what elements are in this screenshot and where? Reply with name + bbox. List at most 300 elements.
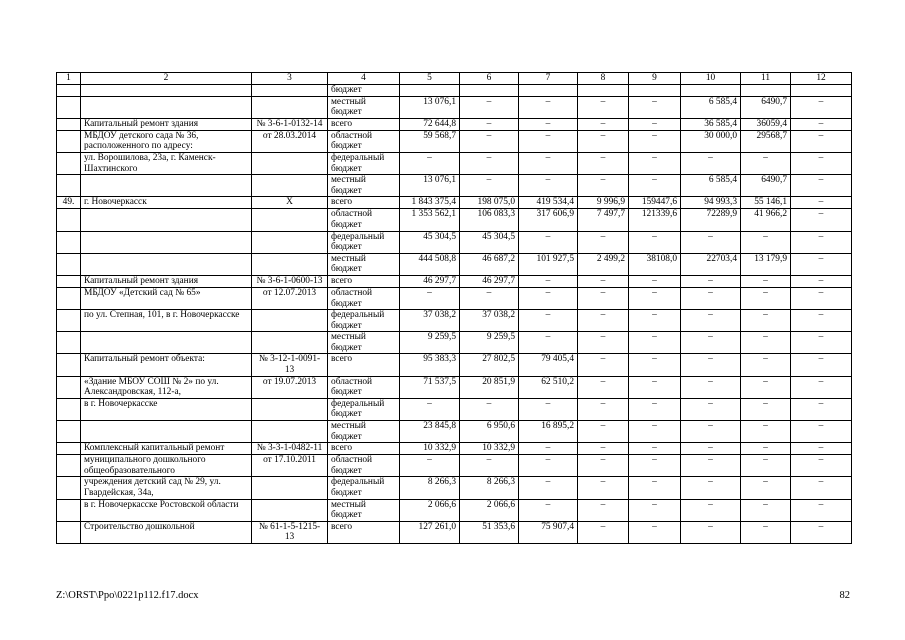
object-name: в г. Новочеркасске Ростовской области [81, 499, 252, 521]
object-name: учреждения детский сад № 29, ул. Гвардейская, 34а, [81, 477, 252, 499]
row-number [57, 421, 81, 443]
object-name: муниципального дошкольного общеобразовательного [81, 455, 252, 477]
table-row [57, 175, 852, 197]
amount-cell: 55 146,1 [741, 197, 791, 209]
amount-cell: – [791, 275, 852, 287]
amount-cell: – [629, 231, 681, 253]
amount-cell: – [791, 354, 852, 376]
row-number [57, 96, 81, 118]
amount-cell: – [519, 398, 578, 420]
amount-cell: – [519, 275, 578, 287]
row-number [57, 521, 81, 543]
column-number: 12 [791, 73, 852, 85]
column-number: 3 [252, 73, 328, 85]
document-reference [252, 85, 328, 97]
amount-cell: – [741, 332, 791, 354]
amount-cell: 37 038,2 [400, 310, 460, 332]
amount-cell [629, 85, 681, 97]
amount-cell: – [791, 443, 852, 455]
amount-cell: 45 304,5 [460, 231, 519, 253]
amount-cell: – [741, 287, 791, 309]
amount-cell: 59 568,7 [400, 130, 460, 152]
amount-cell: – [741, 152, 791, 174]
row-number [57, 175, 81, 197]
amount-cell: 23 845,8 [400, 421, 460, 443]
amount-cell [460, 85, 519, 97]
table-row [57, 130, 852, 152]
amount-cell: 6 585,4 [681, 96, 741, 118]
document-reference [252, 253, 328, 275]
row-number [57, 332, 81, 354]
document-reference [252, 421, 328, 443]
amount-cell: – [681, 455, 741, 477]
table-row [57, 332, 852, 354]
table-row [57, 521, 852, 543]
column-number: 11 [741, 73, 791, 85]
page-number: 82 [839, 590, 850, 601]
row-number [57, 443, 81, 455]
table-row [57, 398, 852, 420]
amount-cell: – [741, 354, 791, 376]
row-number [57, 209, 81, 231]
amount-cell: 317 606,9 [519, 209, 578, 231]
amount-cell: 36059,4 [741, 118, 791, 130]
amount-cell: – [791, 499, 852, 521]
row-number [57, 310, 81, 332]
amount-cell: 22703,4 [681, 253, 741, 275]
funding-source: местный бюджет [328, 253, 400, 275]
amount-cell: – [791, 521, 852, 543]
amount-cell: – [791, 209, 852, 231]
document-reference: от 28.03.2014 [252, 130, 328, 152]
amount-cell: – [629, 455, 681, 477]
amount-cell: 198 075,0 [460, 197, 519, 209]
amount-cell: – [741, 275, 791, 287]
amount-cell: – [578, 398, 629, 420]
document-reference [252, 477, 328, 499]
amount-cell: – [791, 398, 852, 420]
amount-cell: 101 927,5 [519, 253, 578, 275]
amount-cell: – [519, 130, 578, 152]
funding-source: областной бюджет [328, 130, 400, 152]
object-name: «Здание МБОУ СОШ № 2» по ул. Александровская, 112-а, [81, 376, 252, 398]
amount-cell: – [629, 521, 681, 543]
object-name: Капитальный ремонт объекта: [81, 354, 252, 376]
object-name [81, 209, 252, 231]
document-reference [252, 152, 328, 174]
amount-cell: – [791, 175, 852, 197]
amount-cell: – [791, 332, 852, 354]
document-reference [252, 398, 328, 420]
column-number: 2 [81, 73, 252, 85]
amount-cell: – [791, 287, 852, 309]
amount-cell: – [578, 354, 629, 376]
row-number [57, 253, 81, 275]
amount-cell: – [519, 96, 578, 118]
funding-source: всего [328, 354, 400, 376]
amount-cell: – [791, 421, 852, 443]
funding-source: бюджет [328, 85, 400, 97]
amount-cell: 1 843 375,4 [400, 197, 460, 209]
amount-cell: – [519, 443, 578, 455]
amount-cell: – [400, 287, 460, 309]
row-number [57, 376, 81, 398]
amount-cell: – [519, 231, 578, 253]
amount-cell: – [629, 376, 681, 398]
amount-cell [400, 85, 460, 97]
amount-cell: – [681, 275, 741, 287]
amount-cell: 72 644,8 [400, 118, 460, 130]
document-file-path: Z:\ORST\Ppo\0221p112.f17.docx [56, 590, 199, 601]
amount-cell: – [519, 332, 578, 354]
table-row [57, 354, 852, 376]
amount-cell: – [629, 118, 681, 130]
document-reference [252, 231, 328, 253]
table-row [57, 197, 852, 209]
object-name [81, 253, 252, 275]
amount-cell: 45 304,5 [400, 231, 460, 253]
document-reference: № 3-12-1-0091-13 [252, 354, 328, 376]
funding-source: местный бюджет [328, 332, 400, 354]
funding-source: местный бюджет [328, 421, 400, 443]
table-row [57, 275, 852, 287]
document-reference: Х [252, 197, 328, 209]
amount-cell: – [741, 376, 791, 398]
amount-cell: 121339,6 [629, 209, 681, 231]
column-number: 6 [460, 73, 519, 85]
table-row [57, 477, 852, 499]
amount-cell: 29568,7 [741, 130, 791, 152]
amount-cell: – [629, 275, 681, 287]
amount-cell: – [791, 197, 852, 209]
funding-source: всего [328, 521, 400, 543]
amount-cell: 75 907,4 [519, 521, 578, 543]
table-row [57, 231, 852, 253]
row-number [57, 455, 81, 477]
object-name: МБДОУ детского сада № 36, расположенного по адресу: [81, 130, 252, 152]
table-row [57, 118, 852, 130]
amount-cell: – [519, 287, 578, 309]
row-number [57, 130, 81, 152]
amount-cell: 10 332,9 [400, 443, 460, 455]
amount-cell: – [400, 398, 460, 420]
amount-cell: – [578, 275, 629, 287]
amount-cell: – [681, 231, 741, 253]
amount-cell: – [460, 96, 519, 118]
amount-cell: – [578, 521, 629, 543]
amount-cell: – [578, 287, 629, 309]
amount-cell: – [791, 130, 852, 152]
amount-cell: – [519, 118, 578, 130]
amount-cell: – [578, 130, 629, 152]
amount-cell: – [629, 96, 681, 118]
amount-cell: – [629, 130, 681, 152]
amount-cell: – [460, 130, 519, 152]
amount-cell: – [791, 96, 852, 118]
amount-cell: 37 038,2 [460, 310, 519, 332]
funding-source: местный бюджет [328, 499, 400, 521]
funding-source: областной бюджет [328, 376, 400, 398]
amount-cell: 38108,0 [629, 253, 681, 275]
table-row [57, 152, 852, 174]
row-number [57, 398, 81, 420]
amount-cell: 7 497,7 [578, 209, 629, 231]
amount-cell: – [578, 96, 629, 118]
object-name [81, 175, 252, 197]
amount-cell: – [629, 477, 681, 499]
document-reference: от 17.10.2011 [252, 455, 328, 477]
amount-cell: – [791, 118, 852, 130]
amount-cell: – [519, 310, 578, 332]
amount-cell: – [629, 332, 681, 354]
amount-cell: 46 297,7 [400, 275, 460, 287]
funding-source: всего [328, 275, 400, 287]
document-reference: № 61-1-5-1215-13 [252, 521, 328, 543]
amount-cell: – [681, 499, 741, 521]
document-reference: от 12.07.2013 [252, 287, 328, 309]
amount-cell: 8 266,3 [460, 477, 519, 499]
amount-cell: 1 353 562,1 [400, 209, 460, 231]
amount-cell: – [629, 421, 681, 443]
funding-source: всего [328, 118, 400, 130]
amount-cell: 8 266,3 [400, 477, 460, 499]
amount-cell: – [578, 477, 629, 499]
table-row [57, 455, 852, 477]
amount-cell: – [460, 287, 519, 309]
column-number: 7 [519, 73, 578, 85]
funding-source: федеральный бюджет [328, 152, 400, 174]
amount-cell: – [681, 310, 741, 332]
amount-cell: – [741, 398, 791, 420]
amount-cell: 95 383,3 [400, 354, 460, 376]
amount-cell: – [681, 152, 741, 174]
column-number: 8 [578, 73, 629, 85]
amount-cell: 419 534,4 [519, 197, 578, 209]
amount-cell [519, 85, 578, 97]
amount-cell: – [629, 175, 681, 197]
row-number: 49. [57, 197, 81, 209]
amount-cell: – [578, 175, 629, 197]
amount-cell: 6490,7 [741, 96, 791, 118]
amount-cell: 2 066,6 [460, 499, 519, 521]
object-name: Комплексный капитальный ремонт [81, 443, 252, 455]
amount-cell: 79 405,4 [519, 354, 578, 376]
table-row [57, 85, 852, 97]
table-row [57, 443, 852, 455]
amount-cell: 106 083,3 [460, 209, 519, 231]
amount-cell: – [681, 332, 741, 354]
document-reference [252, 332, 328, 354]
amount-cell: – [681, 354, 741, 376]
object-name: ул. Ворошилова, 23а, г. Каменск-Шахтинского [81, 152, 252, 174]
amount-cell: 13 179,9 [741, 253, 791, 275]
funding-source: областной бюджет [328, 209, 400, 231]
amount-cell: – [578, 455, 629, 477]
amount-cell: – [400, 152, 460, 174]
amount-cell: – [460, 398, 519, 420]
document-reference [252, 209, 328, 231]
amount-cell: – [629, 310, 681, 332]
amount-cell: – [791, 477, 852, 499]
funding-source: всего [328, 197, 400, 209]
amount-cell: 94 993,3 [681, 197, 741, 209]
amount-cell: – [629, 287, 681, 309]
amount-cell [578, 85, 629, 97]
amount-cell: 10 332,9 [460, 443, 519, 455]
amount-cell: 71 537,5 [400, 376, 460, 398]
column-number: 10 [681, 73, 741, 85]
object-name: Капитальный ремонт здания [81, 275, 252, 287]
object-name [81, 96, 252, 118]
amount-cell [681, 85, 741, 97]
column-number: 4 [328, 73, 400, 85]
amount-cell: 9 259,5 [460, 332, 519, 354]
amount-cell: – [681, 477, 741, 499]
amount-cell: – [578, 310, 629, 332]
funding-source: федеральный бюджет [328, 398, 400, 420]
document-reference [252, 96, 328, 118]
amount-cell: – [460, 152, 519, 174]
amount-cell: 30 000,0 [681, 130, 741, 152]
amount-cell: 13 076,1 [400, 96, 460, 118]
amount-cell [791, 85, 852, 97]
column-number-row [57, 73, 852, 85]
amount-cell: 9 259,5 [400, 332, 460, 354]
amount-cell: – [519, 152, 578, 174]
amount-cell: 72289,9 [681, 209, 741, 231]
column-number: 9 [629, 73, 681, 85]
amount-cell: 13 076,1 [400, 175, 460, 197]
document-reference [252, 175, 328, 197]
object-name [81, 231, 252, 253]
object-name [81, 332, 252, 354]
amount-cell: – [681, 398, 741, 420]
amount-cell: – [460, 175, 519, 197]
row-number [57, 152, 81, 174]
amount-cell: – [791, 253, 852, 275]
amount-cell: – [578, 152, 629, 174]
column-number: 5 [400, 73, 460, 85]
amount-cell: – [741, 455, 791, 477]
funding-source: местный бюджет [328, 175, 400, 197]
row-number [57, 287, 81, 309]
table-row [57, 310, 852, 332]
row-number [57, 118, 81, 130]
amount-cell: – [791, 376, 852, 398]
table-row [57, 96, 852, 118]
amount-cell: – [629, 398, 681, 420]
amount-cell: – [519, 499, 578, 521]
row-number [57, 85, 81, 97]
funding-source: всего [328, 443, 400, 455]
amount-cell: – [741, 310, 791, 332]
object-name: г. Новочеркасск [81, 197, 252, 209]
table-row [57, 499, 852, 521]
amount-cell: – [519, 455, 578, 477]
funding-source: федеральный бюджет [328, 231, 400, 253]
funding-source: областной бюджет [328, 455, 400, 477]
amount-cell: 27 802,5 [460, 354, 519, 376]
amount-cell: 20 851,9 [460, 376, 519, 398]
table-row [57, 209, 852, 231]
amount-cell: – [741, 231, 791, 253]
amount-cell: – [791, 231, 852, 253]
amount-cell: – [681, 521, 741, 543]
row-number [57, 354, 81, 376]
amount-cell: 2 499,2 [578, 253, 629, 275]
document-reference: от 19.07.2013 [252, 376, 328, 398]
amount-cell: – [681, 287, 741, 309]
amount-cell: – [629, 152, 681, 174]
amount-cell: – [519, 477, 578, 499]
amount-cell: – [791, 310, 852, 332]
amount-cell: 46 297,7 [460, 275, 519, 287]
amount-cell: – [578, 376, 629, 398]
amount-cell: – [578, 499, 629, 521]
amount-cell: – [578, 421, 629, 443]
amount-cell: – [681, 443, 741, 455]
funding-source: областной бюджет [328, 287, 400, 309]
amount-cell: 444 508,8 [400, 253, 460, 275]
amount-cell: 41 966,2 [741, 209, 791, 231]
amount-cell: – [578, 332, 629, 354]
amount-cell: 127 261,0 [400, 521, 460, 543]
amount-cell: 6 950,6 [460, 421, 519, 443]
amount-cell: 16 895,2 [519, 421, 578, 443]
amount-cell: – [578, 118, 629, 130]
amount-cell: – [629, 443, 681, 455]
row-number [57, 477, 81, 499]
amount-cell: 6490,7 [741, 175, 791, 197]
object-name: в г. Новочеркасске [81, 398, 252, 420]
amount-cell: 2 066,6 [400, 499, 460, 521]
amount-cell: – [741, 499, 791, 521]
amount-cell: – [681, 421, 741, 443]
object-name: Капитальный ремонт здания [81, 118, 252, 130]
row-number [57, 275, 81, 287]
document-reference: № 3-6-1-0600-13 [252, 275, 328, 287]
object-name: Строительство дошкольной [81, 521, 252, 543]
amount-cell: – [741, 421, 791, 443]
document-reference: № 3-3-1-0482-11 [252, 443, 328, 455]
document-reference [252, 310, 328, 332]
object-name: по ул. Степная, 101, в г. Новочеркасске [81, 310, 252, 332]
amount-cell: – [578, 443, 629, 455]
table-row [57, 421, 852, 443]
amount-cell [741, 85, 791, 97]
amount-cell: 6 585,4 [681, 175, 741, 197]
amount-cell: – [741, 477, 791, 499]
amount-cell: 9 996,9 [578, 197, 629, 209]
row-number [57, 231, 81, 253]
funding-source: федеральный бюджет [328, 477, 400, 499]
amount-cell: 62 510,2 [519, 376, 578, 398]
amount-cell: – [629, 354, 681, 376]
funding-source: федеральный бюджет [328, 310, 400, 332]
table-row [57, 376, 852, 398]
budget-table [56, 72, 852, 544]
amount-cell: – [519, 175, 578, 197]
document-reference [252, 499, 328, 521]
object-name [81, 421, 252, 443]
column-number: 1 [57, 73, 81, 85]
amount-cell: 46 687,2 [460, 253, 519, 275]
amount-cell: 159447,6 [629, 197, 681, 209]
document-reference: № 3-6-1-0132-14 [252, 118, 328, 130]
amount-cell: – [791, 152, 852, 174]
amount-cell: 36 585,4 [681, 118, 741, 130]
amount-cell: – [400, 455, 460, 477]
